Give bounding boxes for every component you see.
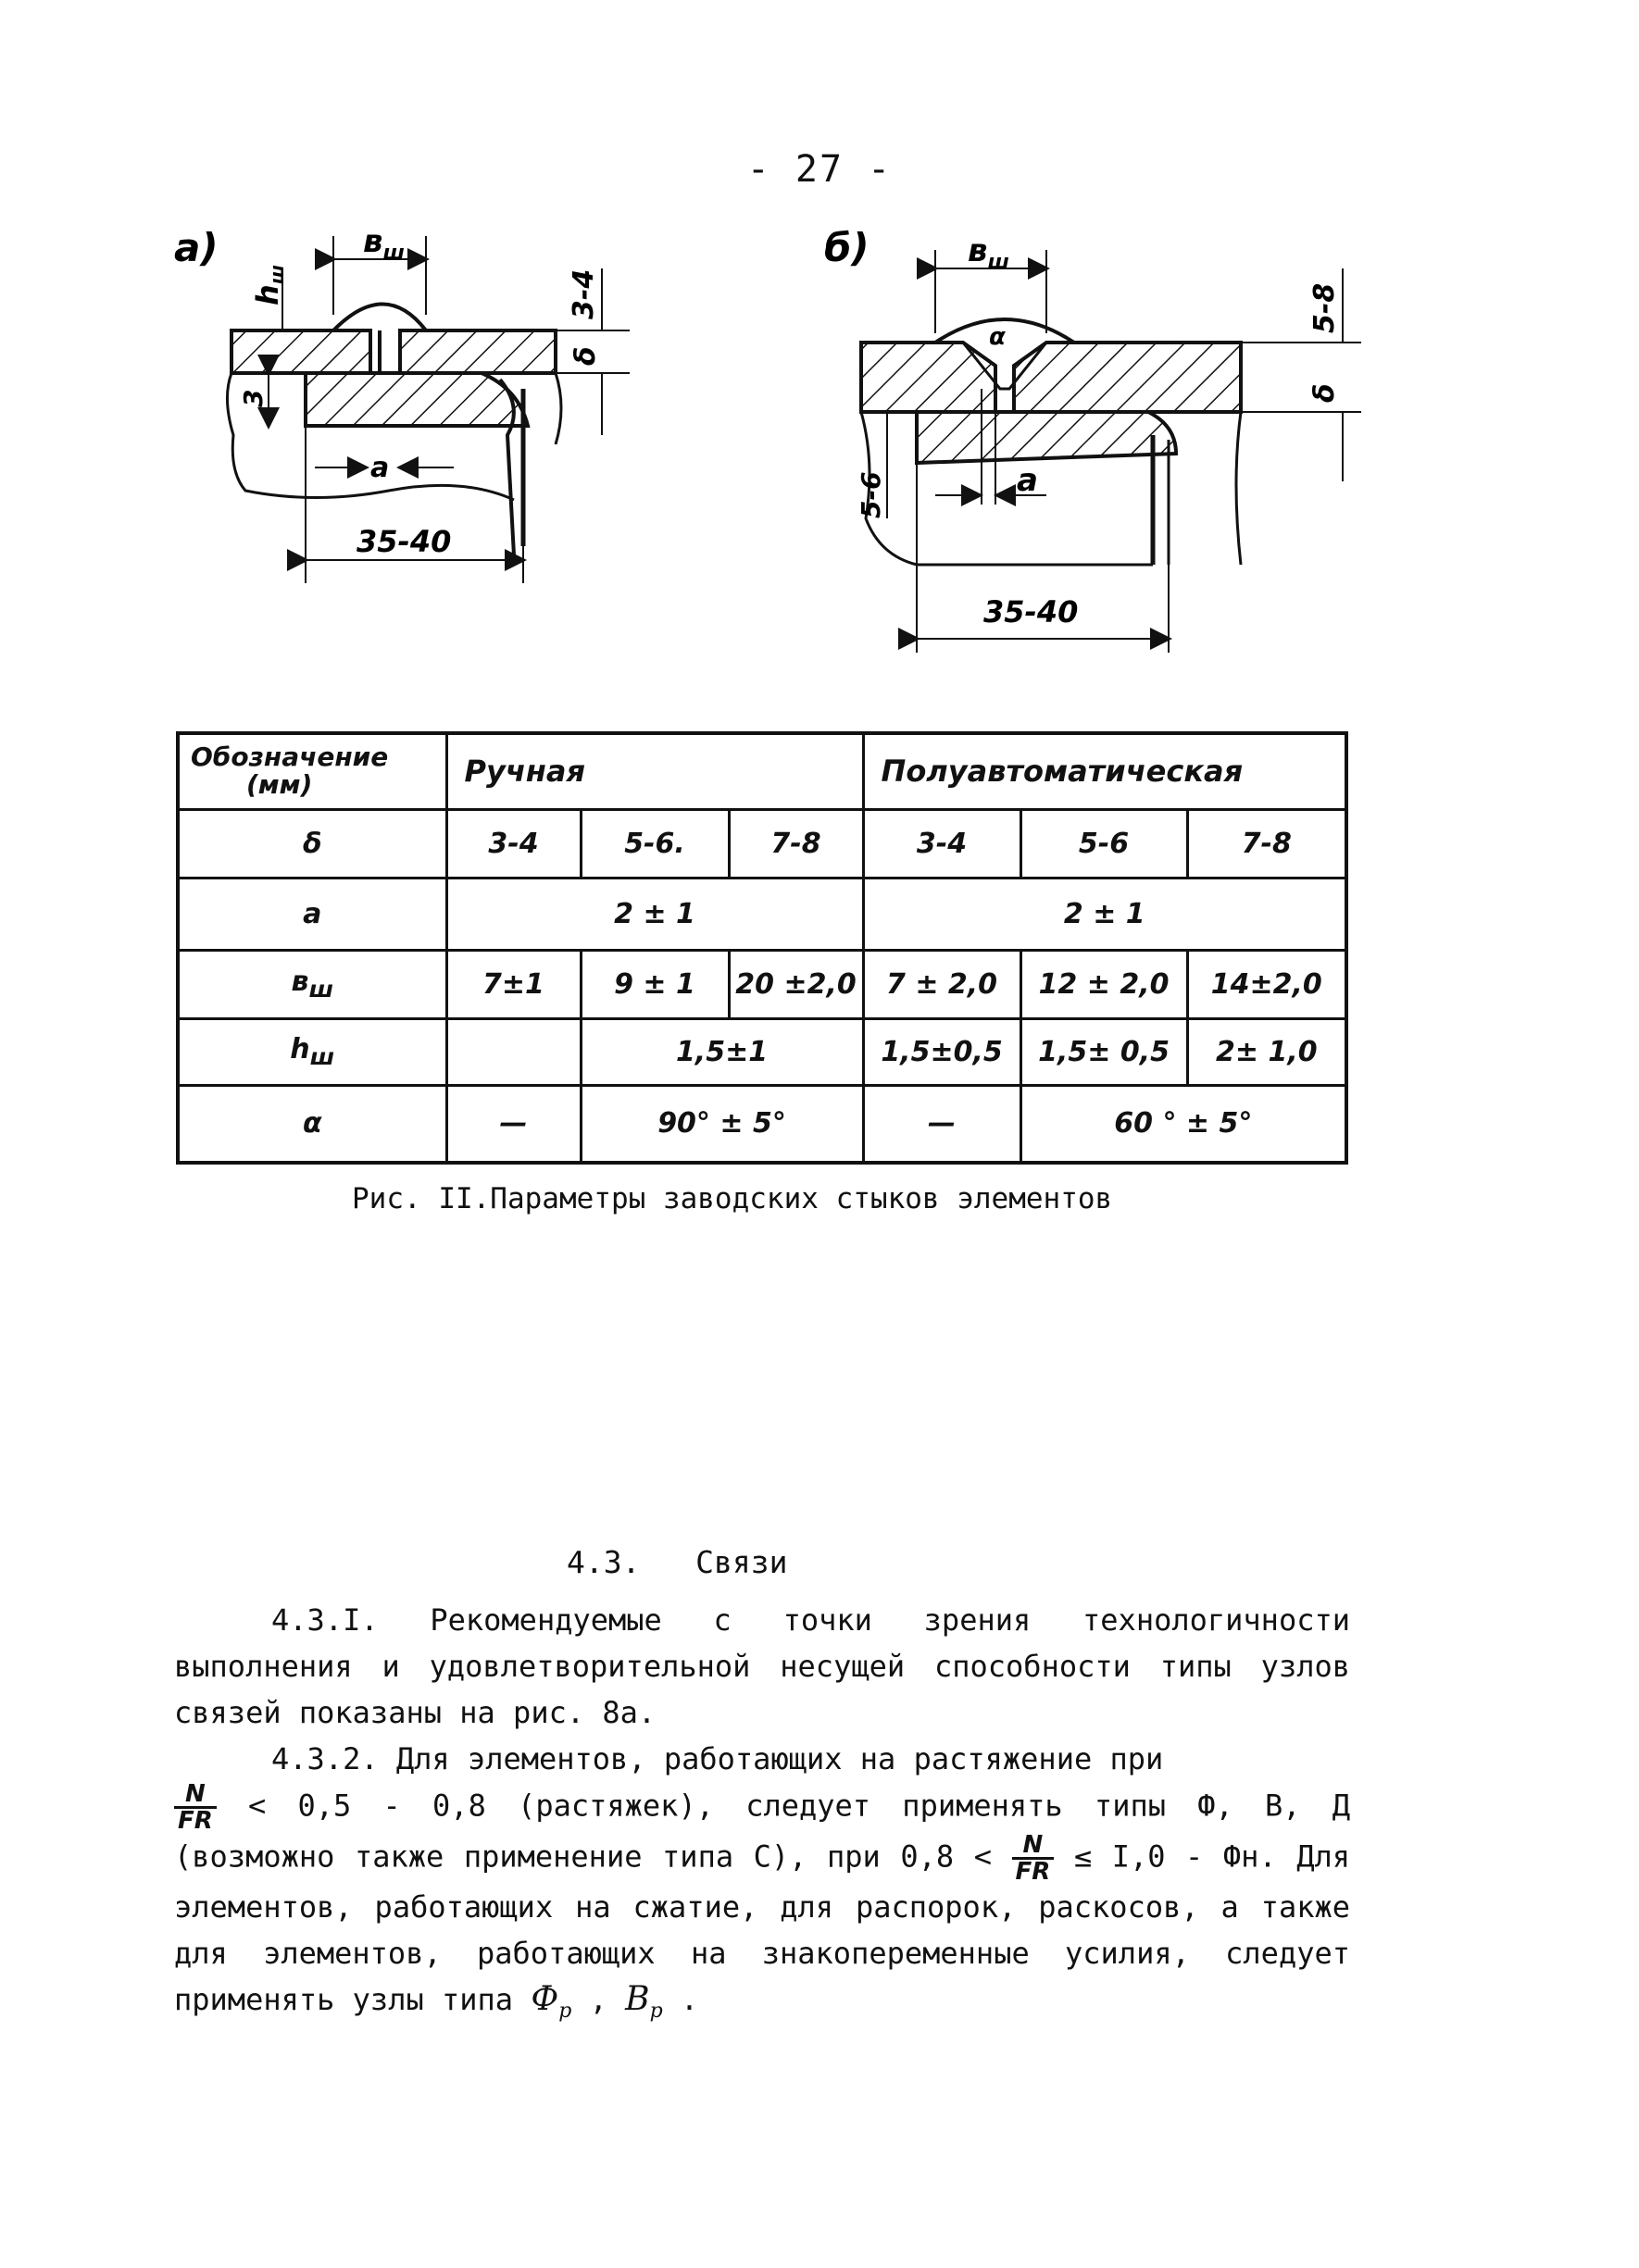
table-cell: 20 ±2,0 xyxy=(729,950,863,1018)
table-cell: 5-6. xyxy=(581,809,729,878)
header-manual: Ручная xyxy=(446,733,863,809)
table-cell: 60 ° ± 5° xyxy=(1020,1085,1346,1163)
node-type-symbol: $В_р$ xyxy=(625,1980,663,2024)
page-number: - 27 - xyxy=(746,148,893,191)
paragraph-text: ≤ I,0 - Фн. Для элементов, работающих на сжатие, для распорок, раскосов, а также для элементов, работающих на знакопеременные усилия, следует применять узлы типа xyxy=(174,1838,1351,2017)
table-row-delta xyxy=(178,809,1346,878)
drawing-a-hw-label: h xyxy=(250,284,285,305)
weld-parameters-table xyxy=(176,731,1348,1165)
drawing-a-thickness: δ xyxy=(569,346,602,366)
drawing-b-bw-label: в xyxy=(968,232,988,269)
drawing-b-thickness: δ xyxy=(1308,383,1341,403)
svg-text:вш xyxy=(968,232,1009,274)
table-cell: 1,5± 0,5 xyxy=(1020,1018,1187,1085)
table-cell: 2 ± 1 xyxy=(446,878,863,950)
table-cell: — xyxy=(446,1085,581,1163)
drawing-a-backing: 3 xyxy=(238,389,269,407)
header-designation: Обозначение (мм) xyxy=(178,733,446,809)
row-label: α xyxy=(178,1085,446,1163)
row-label: δ xyxy=(178,809,446,878)
weld-joint-drawings xyxy=(0,0,1639,704)
table-cell: 7±1 xyxy=(446,950,581,1018)
drawing-a-overlap: 35-40 xyxy=(357,524,452,559)
sentence-end: . xyxy=(680,1982,699,2017)
drawing-a-label: а) xyxy=(174,225,219,270)
ratio-fraction: $\frac{N}{FR}$ xyxy=(1012,1833,1055,1884)
table-cell: 9 ± 1 xyxy=(581,950,729,1018)
separator: , xyxy=(589,1982,607,2017)
table-row-alpha xyxy=(178,1085,1346,1163)
drawing-b-bw-sub: ш xyxy=(987,251,1009,274)
section-title: Связи xyxy=(695,1544,788,1580)
drawing-b-label: б) xyxy=(824,225,870,270)
drawing-b-gap: а xyxy=(1017,462,1038,499)
drawing-b-backing: 5-6 xyxy=(856,471,886,518)
table-cell: 5-6 xyxy=(1020,809,1187,878)
table-header-row xyxy=(178,733,1346,809)
node-type-symbol: $Ф_р$ xyxy=(531,1980,572,2024)
svg-text:hш xyxy=(250,265,288,305)
table-cell: 7-8 xyxy=(729,809,863,878)
paragraph-text: 4.3.2. Для элементов, работающих на растяжение при xyxy=(271,1741,1164,1776)
table-cell: 1,5±0,5 xyxy=(863,1018,1020,1085)
paragraph-4-3-1 xyxy=(174,1597,1350,1736)
svg-text:вш xyxy=(363,223,405,265)
table-cell: 12 ± 2,0 xyxy=(1020,950,1187,1018)
drawing-a xyxy=(174,223,630,583)
table-cell: 3-4 xyxy=(446,809,581,878)
drawing-b-overlap: 35-40 xyxy=(983,594,1079,629)
table-cell: 90° ± 5° xyxy=(581,1085,863,1163)
drawing-a-bw-label: в xyxy=(363,223,383,260)
figure-caption: Рис. II.Параметры заводских стыков элементов xyxy=(352,1182,1113,1215)
table-cell: 7-8 xyxy=(1187,809,1346,878)
drawing-b xyxy=(824,225,1361,653)
table-cell: 3-4 xyxy=(863,809,1020,878)
table-cell: 1,5±1 xyxy=(581,1018,863,1085)
table-cell: 2± 1,0 xyxy=(1187,1018,1346,1085)
drawing-b-gap-right: 5-8 xyxy=(1308,282,1341,333)
row-label: $h_ш$ xyxy=(178,1018,446,1085)
row-label: $в_ш$ xyxy=(178,950,446,1018)
row-label: а xyxy=(178,878,446,950)
paragraph-text: 4.3.I. Рекомендуемые с точки зрения технологичности выполнения и удовлетворительной несущей способности типы узлов связей показаны на рис. 8а. xyxy=(174,1602,1350,1730)
table-row-hw xyxy=(178,1018,1346,1085)
ratio-fraction: $\frac{N}{FR}$ xyxy=(174,1782,217,1833)
paragraph-text: < 0,5 - 0,8 (растяжек), следует применять типы Ф, В, Д (возможно также применение типа С), при 0,8 < xyxy=(174,1788,1351,1875)
table-cell: 14±2,0 xyxy=(1187,950,1346,1018)
section-heading xyxy=(567,1544,787,1580)
table-cell: 7 ± 2,0 xyxy=(863,950,1020,1018)
table-row-bw xyxy=(178,950,1346,1018)
drawing-a-gap-right: 3-4 xyxy=(568,268,600,319)
table-cell: — xyxy=(863,1085,1020,1163)
drawing-b-angle: α xyxy=(989,323,1006,351)
header-semi-auto: Полуавтоматическая xyxy=(863,733,1346,809)
table-cell: 2 ± 1 xyxy=(863,878,1346,950)
paragraph-4-3-2 xyxy=(174,1736,1350,2035)
table-row-a xyxy=(178,878,1346,950)
drawing-a-hw-sub: ш xyxy=(266,264,288,285)
drawing-a-bw-sub: ш xyxy=(382,242,405,265)
drawing-a-gap: а xyxy=(370,452,390,484)
section-number: 4.3. xyxy=(567,1544,641,1580)
table-cell xyxy=(446,1018,581,1085)
